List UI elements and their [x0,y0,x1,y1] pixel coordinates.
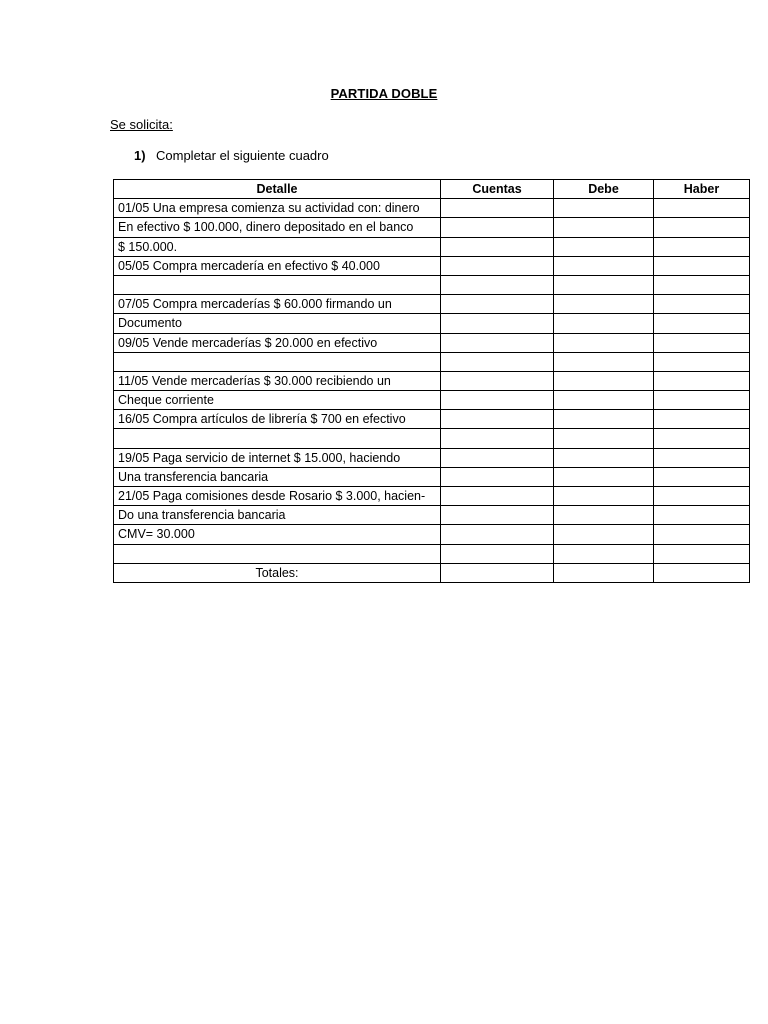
debe-cell[interactable] [554,544,654,563]
header-detalle: Detalle [114,180,441,199]
table-row [114,352,750,371]
detalle-cell: 19/05 Paga servicio de internet $ 15.000, haciendo [114,448,441,467]
cuentas-cell[interactable] [441,256,554,275]
cuentas-cell[interactable] [441,506,554,525]
detalle-cell: 07/05 Compra mercaderías $ 60.000 firmando un [114,295,441,314]
debe-cell[interactable] [554,333,654,352]
cuentas-cell[interactable] [441,218,554,237]
debe-cell[interactable] [554,371,654,390]
table-row [114,218,750,237]
debe-cell[interactable] [554,275,654,294]
haber-cell[interactable] [654,256,750,275]
haber-cell[interactable] [654,525,750,544]
detalle-cell: 21/05 Paga comisiones desde Rosario $ 3.000, hacien- [114,487,441,506]
debe-cell[interactable] [554,314,654,333]
debe-cell[interactable] [554,237,654,256]
table-row [114,410,750,429]
haber-cell[interactable] [654,429,750,448]
detalle-cell [114,429,441,448]
cuentas-cell[interactable] [441,352,554,371]
debe-cell[interactable] [554,218,654,237]
debe-cell[interactable] [554,410,654,429]
cuentas-cell[interactable] [441,467,554,486]
table-row [114,487,750,506]
page-title: PARTIDA DOBLE [330,86,438,101]
totals-haber-cell[interactable] [654,563,750,582]
table-row [114,295,750,314]
table-row [114,371,750,390]
detalle-cell [114,352,441,371]
table-row [114,256,750,275]
cuentas-cell[interactable] [441,410,554,429]
detalle-cell: Do una transferencia bancaria [114,506,441,525]
haber-cell[interactable] [654,391,750,410]
haber-cell[interactable] [654,275,750,294]
detalle-cell: Una transferencia bancaria [114,467,441,486]
table-row [114,448,750,467]
header-cuentas: Cuentas [441,180,554,199]
header-haber: Haber [654,180,750,199]
detalle-cell: Cheque corriente [114,391,441,410]
debe-cell[interactable] [554,429,654,448]
detalle-cell [114,275,441,294]
cuentas-cell[interactable] [441,544,554,563]
detalle-cell: 09/05 Vende mercaderías $ 20.000 en efectivo [114,333,441,352]
table-row [114,467,750,486]
debe-cell[interactable] [554,352,654,371]
cuentas-cell[interactable] [441,371,554,390]
detalle-cell: CMV= 30.000 [114,525,441,544]
detalle-cell: 05/05 Compra mercadería en efectivo $ 40.000 [114,256,441,275]
haber-cell[interactable] [654,467,750,486]
detalle-cell: Documento [114,314,441,333]
detalle-cell: $ 150.000. [114,237,441,256]
detalle-cell: 01/05 Una empresa comienza su actividad con: dinero [114,199,441,218]
debe-cell[interactable] [554,199,654,218]
debe-cell[interactable] [554,525,654,544]
haber-cell[interactable] [654,199,750,218]
haber-cell[interactable] [654,371,750,390]
haber-cell[interactable] [654,295,750,314]
haber-cell[interactable] [654,487,750,506]
table-row [114,525,750,544]
totals-cuentas-cell[interactable] [441,563,554,582]
task-text: Completar el siguiente cuadro [156,148,329,163]
table-row [114,237,750,256]
header-debe: Debe [554,180,654,199]
cuentas-cell[interactable] [441,333,554,352]
table-row [114,544,750,563]
haber-cell[interactable] [654,237,750,256]
cuentas-cell[interactable] [441,314,554,333]
table-header-row [114,180,750,199]
accounting-table [113,179,750,583]
haber-cell[interactable] [654,544,750,563]
cuentas-cell[interactable] [441,448,554,467]
totals-row [114,563,750,582]
cuentas-cell[interactable] [441,429,554,448]
debe-cell[interactable] [554,487,654,506]
debe-cell[interactable] [554,467,654,486]
haber-cell[interactable] [654,506,750,525]
cuentas-cell[interactable] [441,487,554,506]
haber-cell[interactable] [654,410,750,429]
debe-cell[interactable] [554,391,654,410]
subtitle: Se solicita: [110,117,173,132]
detalle-cell: 11/05 Vende mercaderías $ 30.000 recibiendo un [114,371,441,390]
cuentas-cell[interactable] [441,237,554,256]
cuentas-cell[interactable] [441,295,554,314]
table-row [114,429,750,448]
table-row [114,275,750,294]
task-number: 1) [134,148,146,163]
haber-cell[interactable] [654,314,750,333]
haber-cell[interactable] [654,352,750,371]
cuentas-cell[interactable] [441,199,554,218]
table-row [114,333,750,352]
haber-cell[interactable] [654,218,750,237]
totals-label: Totales: [114,563,441,582]
detalle-cell: 16/05 Compra artículos de librería $ 700 en efectivo [114,410,441,429]
task-item [134,148,329,163]
detalle-cell [114,544,441,563]
debe-cell[interactable] [554,448,654,467]
haber-cell[interactable] [654,448,750,467]
detalle-cell: En efectivo $ 100.000, dinero depositado en el banco [114,218,441,237]
table-body [114,199,750,564]
debe-cell[interactable] [554,256,654,275]
table-row [114,391,750,410]
cuentas-cell[interactable] [441,275,554,294]
table-row [114,199,750,218]
totals-debe-cell[interactable] [554,563,654,582]
table-row [114,506,750,525]
debe-cell[interactable] [554,506,654,525]
table-row [114,314,750,333]
cuentas-cell[interactable] [441,525,554,544]
cuentas-cell[interactable] [441,391,554,410]
debe-cell[interactable] [554,295,654,314]
haber-cell[interactable] [654,333,750,352]
